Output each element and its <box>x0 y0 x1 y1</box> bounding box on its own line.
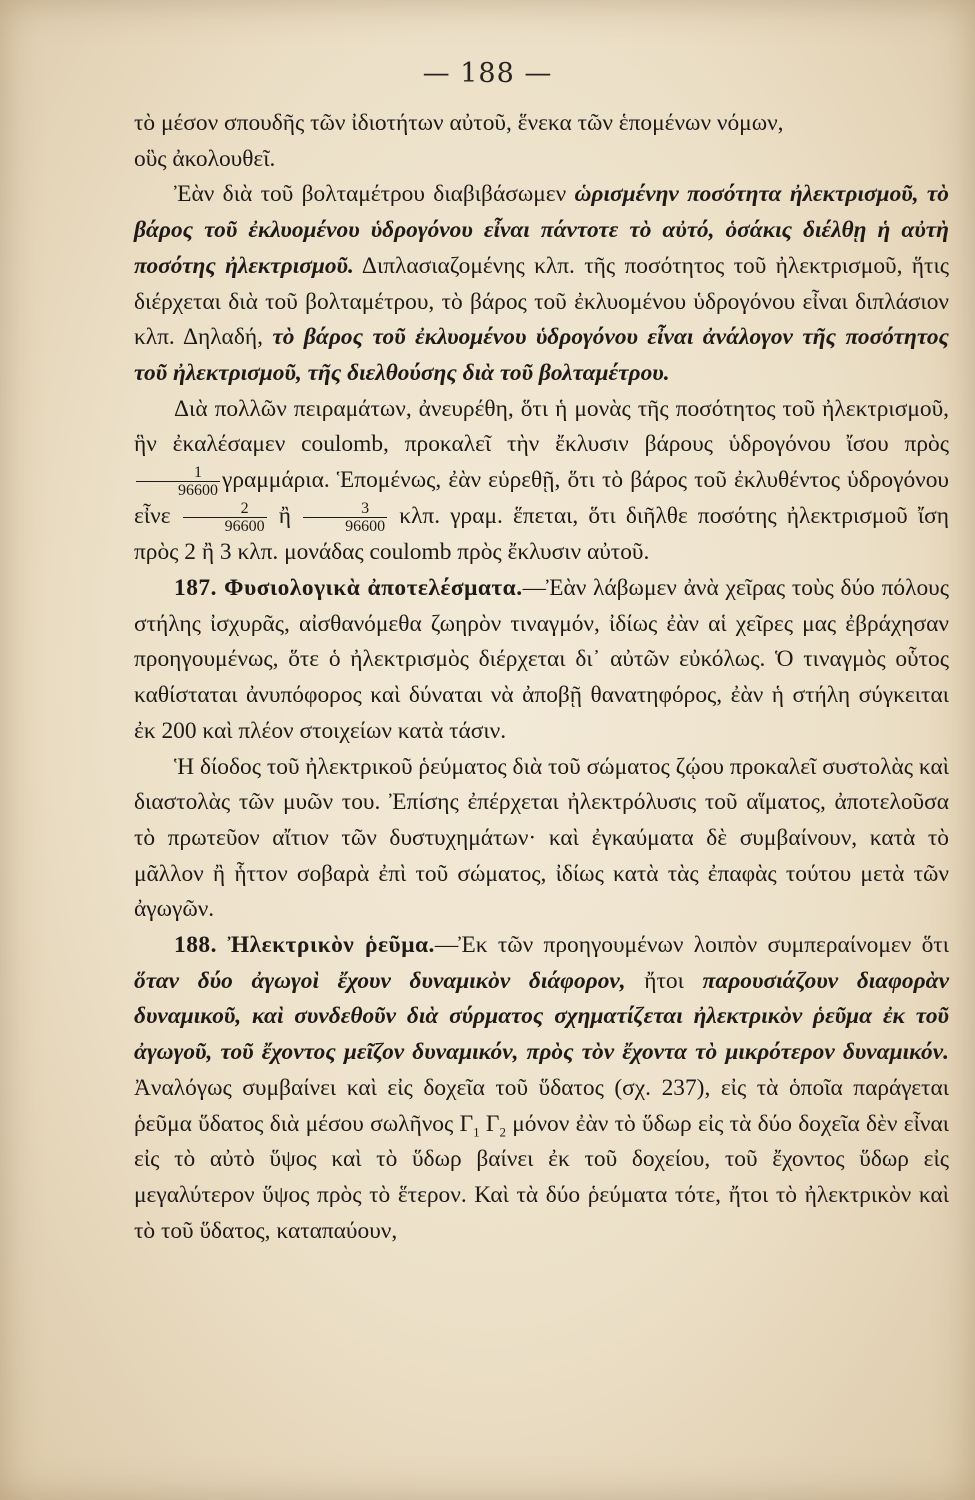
fraction-numerator: 2 <box>183 500 267 518</box>
paragraph-physiological <box>134 750 949 929</box>
text-run: κλπ. γραμ. ἕπεται, ὅτι διῆλθε ποσότης ἠλεκτρισμοῦ ἴση πρὸς 2 ἢ 3 κλπ. μονάδας coulomb πρὸς ἔκλυσιν αὐτοῦ. <box>134 503 949 566</box>
page-text <box>134 106 949 1249</box>
fraction-2-over-96600 <box>183 500 267 535</box>
text-run: ἢ <box>268 503 302 530</box>
paragraph-coulomb <box>134 392 949 571</box>
section-heading-188: 188. Ἠλεκτρικὸν ῥεῦμα. <box>174 932 435 959</box>
fraction-denominator: 96600 <box>178 482 218 500</box>
text-run: Ἀναλόγως συμβαίνει καὶ εἰς δοχεῖα τοῦ ὕδατος (σχ. 237), εἰς τὰ ὁποῖα παράγεται ῥεῦμα ὕδατος διὰ μέσου σωλῆνος Γ <box>134 1074 949 1137</box>
text-run: ἤτοι <box>625 967 703 994</box>
emphasis-run: ὅταν δύο ἀγωγοὶ ἔχουν δυναμικὸν διάφορον, <box>134 967 626 994</box>
text-run: Ἡ δίοδος τοῦ ἠλεκτρικοῦ ῥεύματος διὰ τοῦ σώματος ζῴου προκαλεῖ συστολὰς καὶ διαστολὰς τῶν μυῶν του. Ἐπίσης ἐπέρχεται ἠλεκτρόλυσις τοῦ αἵματος, ἀποτελοῦσα τὸ πρωτεῦον αἴτιον τῶν δυστυχημάτων· καὶ ἐγκαύματα δὲ συμβαίνουν, κατὰ τὸ μᾶλλον ἢ ἧττον σοβαρὰ ἐπὶ τοῦ σώματος, ἰδίως κατὰ τὰς ἐπαφὰς τούτου μετὰ τῶν ἀγωγῶν. <box>134 753 949 923</box>
emphasis-run: παρουσιάζουν διαφορὰν δυναμικοῦ, καὶ συνδεθοῦν διὰ σύρματος σχηματίζεται ἠλεκτρικὸν ῥεῦμα ἐκ τοῦ ἀγωγοῦ, τοῦ ἔχοντος μεῖζον δυναμικόν, πρὸς τὸν ἔχοντα τὸ μικρότερον δυναμικόν. <box>134 967 949 1066</box>
fraction-numerator: 1 <box>136 464 220 482</box>
fraction-denominator: 96600 <box>345 518 386 536</box>
section-187 <box>134 571 949 750</box>
fraction-3-over-96600 <box>303 500 387 535</box>
text-run: Διπλασιαζομένης κλπ. τῆς ποσότητος τοῦ ἠλεκτρισμοῦ, ἥτις διέρχεται διὰ τοῦ βολταμέτρου, τὸ βάρος τοῦ ἐκλυομένου ὑδρογόνου εἶναι διπλάσιον κλπ. Δηλαδή, <box>134 252 949 351</box>
fraction-numerator: 3 <box>303 500 387 518</box>
paragraph-voltameter-law <box>134 177 949 391</box>
subscript: 1 <box>473 1124 480 1140</box>
text-run: Ἐὰν διὰ τοῦ βολταμέτρου διαβιβάσωμεν <box>174 181 575 208</box>
paragraph-line: τὸ μέσον σπουδῆς τῶν ἰδιοτήτων αὐτοῦ, ἕνεκα τῶν ἑπομένων νόμων, <box>134 110 784 136</box>
text-run: Διὰ πολλῶν πειραμάτων, ἀνευρέθη, ὅτι ἡ μονὰς τῆς ποσότητος τοῦ ἠλεκτρισμοῦ, ἣν ἐκαλέσαμεν coulomb, προκαλεῖ τὴν ἔκλυσιν βάρους ὑδρογόνου ἴσου πρὸς <box>134 395 949 458</box>
fraction-denominator: 96600 <box>224 518 265 536</box>
law-statement-1: ὡρισμένην ποσότητα ἠλεκτρισμοῦ, τὸ βάρος τοῦ ἐκλυομένου ὑδρογόνου εἶναι πάντοτε τὸ αὐτό, ὁσάκις διέλθῃ ἡ αὐτὴ ποσότης ἠλεκτρισμοῦ. <box>134 181 949 279</box>
law-statement-2: τὸ βάρος τοῦ ἐκλυομένου ὑδρογόνου εἶναι ἀνάλογον τῆς ποσότητος τοῦ ἠλεκτρισμοῦ, τῆς διελθούσης διὰ τοῦ βολταμέτρου. <box>134 324 949 386</box>
page-number: — 188 — <box>422 58 553 89</box>
text-run: —Ἐὰν λάβωμεν ἀνὰ χεῖρας τοὺς δύο πόλους στήλης ἰσχυρᾶς, αἰσθανόμεθα ζωηρὸν τιναγμόν, ἰδίως ἐὰν αἱ χεῖρες μας ἐβράχησαν προηγουμένως, ὅτε ὁ ἠλεκτρισμὸς διέρχεται δι᾽ αὐτῶν εὐκόλως. Ὁ τιναγμὸς οὗτος καθίσταται ἀνυπόφορος καὶ δύναται νὰ ἀποβῇ θανατηφόρος, ἐὰν ἡ στήλη σύγκειται ἐκ 200 καὶ πλέον στοιχείων κατὰ τάσιν. <box>134 574 949 744</box>
section-188 <box>134 928 949 1249</box>
text-run: —Ἐκ τῶν προηγουμένων λοιπὸν συμπεραίνομεν ὅτι <box>434 932 949 959</box>
text-run: γραμμάρια. Ἑπομένως, ἐὰν εὑρεθῇ, ὅτι τὸ βάρος τοῦ ἐκλυθέντος ὑδρογόνου εἶνε <box>134 467 949 530</box>
text-run: Γ <box>479 1110 500 1137</box>
paragraph-line: οὓς ἀκολουθεῖ. <box>134 145 276 172</box>
subscript: 2 <box>499 1124 506 1140</box>
text-run: μόνον ἐὰν τὸ ὕδωρ εἰς τὰ δύο δοχεῖα δὲν εἶναι εἰς τὸ αὐτὸ ὕψος καὶ τὸ ὕδωρ βαίνει ἐκ τοῦ δοχείου, τοῦ ἔχοντος ὕδωρ εἰς μεγαλύτερον ὕψος πρὸς τὸ ἕτερον. Καὶ τὰ δύο ῥεύματα τότε, ἤτοι τὸ ἠλεκτρικὸν καὶ τὸ τοῦ ὕδατος, καταπαύουν, <box>134 1110 950 1244</box>
fraction-1-over-96600 <box>136 464 220 499</box>
paragraph-continuation <box>134 106 949 177</box>
section-heading-187: 187. Φυσιολογικὰ ἀποτελέσματα. <box>174 574 523 601</box>
